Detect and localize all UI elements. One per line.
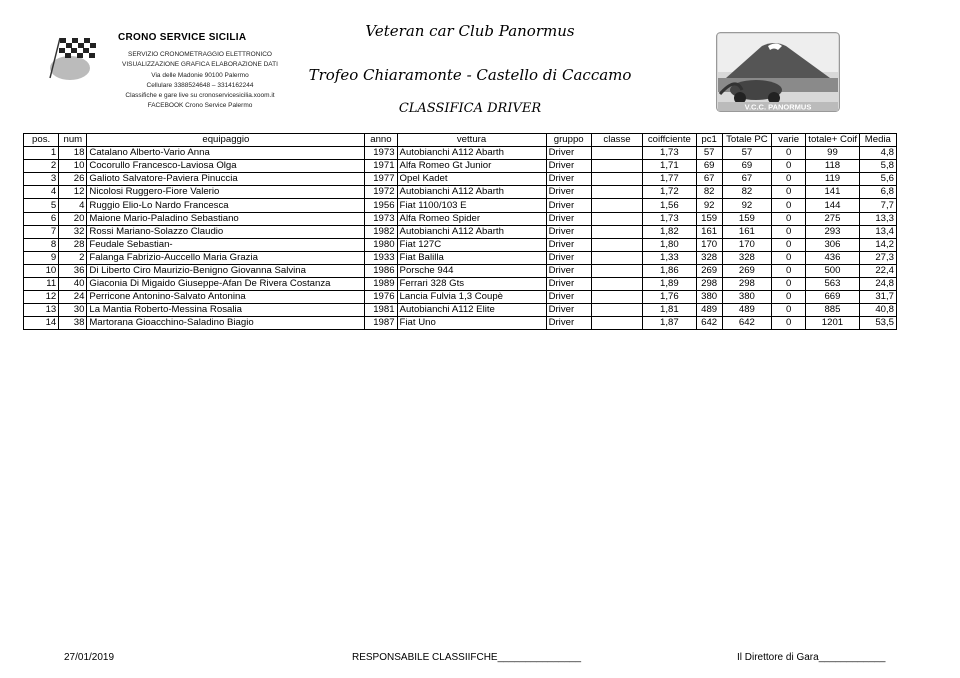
vcc-panormus-logo <box>716 32 840 112</box>
cell-coefficiente: 1,82 <box>643 225 696 238</box>
cell-varie: 0 <box>772 212 806 225</box>
table-row <box>24 251 897 264</box>
cell-media: 13,4 <box>859 225 896 238</box>
cell-totale-pc: 642 <box>722 317 771 330</box>
cell-gruppo: Driver <box>546 238 591 251</box>
cell-media: 22,4 <box>859 264 896 277</box>
cell-num: 32 <box>59 225 87 238</box>
cell-totale-coif: 144 <box>806 199 859 212</box>
cell-num: 4 <box>59 199 87 212</box>
cell-num: 40 <box>59 278 87 291</box>
cell-totale-pc: 380 <box>722 291 771 304</box>
cell-gruppo: Driver <box>546 173 591 186</box>
cell-classe <box>591 238 642 251</box>
cell-coefficiente: 1,86 <box>643 264 696 277</box>
cell-pos: 3 <box>24 173 59 186</box>
table-row <box>24 225 897 238</box>
cell-equipaggio: La Mantia Roberto-Messina Rosalia <box>87 304 365 317</box>
cell-varie: 0 <box>772 317 806 330</box>
cell-media: 6,8 <box>859 186 896 199</box>
org-line: Classifiche e gare live su cronoservicesicilia.xoom.it <box>125 92 275 100</box>
cell-pc1: 170 <box>696 238 722 251</box>
col-header-pc1: pc1 <box>696 134 722 147</box>
col-header-classe: classe <box>591 134 642 147</box>
col-header-totale-pc: Totale PC <box>722 134 771 147</box>
cell-num: 36 <box>59 264 87 277</box>
cell-num: 2 <box>59 251 87 264</box>
event-subtitle: Trofeo Chiaramonte - Castello di Caccamo <box>308 66 632 84</box>
cell-anno: 1982 <box>365 225 397 238</box>
cell-totale-pc: 161 <box>722 225 771 238</box>
col-header-equipaggio: equipaggio <box>87 134 365 147</box>
cell-equipaggio: Giaconia Di Migaido Giuseppe-Afan De Rivera Costanza <box>87 278 365 291</box>
cell-pos: 10 <box>24 264 59 277</box>
cell-coefficiente: 1,56 <box>643 199 696 212</box>
table-row <box>24 278 897 291</box>
cell-pos: 14 <box>24 317 59 330</box>
footer-director: Il Direttore di Gara____________ <box>737 652 886 663</box>
cell-pc1: 69 <box>696 160 722 173</box>
cell-varie: 0 <box>772 147 806 160</box>
cell-num: 10 <box>59 160 87 173</box>
cell-totale-pc: 92 <box>722 199 771 212</box>
cell-classe <box>591 278 642 291</box>
cell-pc1: 92 <box>696 199 722 212</box>
cell-equipaggio: Feudale Sebastian- <box>87 238 365 251</box>
cell-classe <box>591 304 642 317</box>
cell-num: 18 <box>59 147 87 160</box>
cell-varie: 0 <box>772 160 806 173</box>
cell-pos: 9 <box>24 251 59 264</box>
cell-totale-pc: 269 <box>722 264 771 277</box>
col-header-gruppo: gruppo <box>546 134 591 147</box>
cell-pos: 12 <box>24 291 59 304</box>
cell-media: 14,2 <box>859 238 896 251</box>
cell-varie: 0 <box>772 278 806 291</box>
cell-classe <box>591 291 642 304</box>
cell-gruppo: Driver <box>546 304 591 317</box>
cell-totale-coif: 500 <box>806 264 859 277</box>
cell-num: 28 <box>59 238 87 251</box>
cell-coefficiente: 1,73 <box>643 147 696 160</box>
cell-pos: 4 <box>24 186 59 199</box>
cell-vettura: Fiat Balilla <box>397 251 546 264</box>
cell-totale-coif: 119 <box>806 173 859 186</box>
cell-anno: 1973 <box>365 147 397 160</box>
cell-varie: 0 <box>772 225 806 238</box>
cell-varie: 0 <box>772 304 806 317</box>
cell-anno: 1933 <box>365 251 397 264</box>
cell-vettura: Lancia Fulvia 1,3 Coupè <box>397 291 546 304</box>
table-row <box>24 291 897 304</box>
classification-title: CLASSIFICA DRIVER <box>398 101 542 116</box>
cell-pos: 7 <box>24 225 59 238</box>
cell-media: 13,3 <box>859 212 896 225</box>
cell-varie: 0 <box>772 238 806 251</box>
org-line: Cellulare 3388524648 – 3314162244 <box>146 81 254 89</box>
cell-pc1: 67 <box>696 173 722 186</box>
cell-anno: 1981 <box>365 304 397 317</box>
cell-varie: 0 <box>772 251 806 264</box>
cell-pos: 8 <box>24 238 59 251</box>
results-table <box>23 133 897 330</box>
col-header-media: Media <box>859 134 896 147</box>
cell-vettura: Fiat 127C <box>397 238 546 251</box>
table-row <box>24 212 897 225</box>
cell-gruppo: Driver <box>546 147 591 160</box>
cell-totale-pc: 298 <box>722 278 771 291</box>
cell-totale-pc: 489 <box>722 304 771 317</box>
cell-totale-coif: 118 <box>806 160 859 173</box>
cell-equipaggio: Catalano Alberto-Vario Anna <box>87 147 365 160</box>
cell-equipaggio: Maione Mario-Paladino Sebastiano <box>87 212 365 225</box>
cell-gruppo: Driver <box>546 186 591 199</box>
cell-coefficiente: 1,89 <box>643 278 696 291</box>
cell-num: 26 <box>59 173 87 186</box>
cell-media: 7,7 <box>859 199 896 212</box>
cell-vettura: Alfa Romeo Gt Junior <box>397 160 546 173</box>
cell-totale-pc: 67 <box>722 173 771 186</box>
org-line: Via delle Madonie 90100 Palermo <box>151 71 249 79</box>
cell-classe <box>591 147 642 160</box>
table-row <box>24 160 897 173</box>
cell-vettura: Opel Kadet <box>397 173 546 186</box>
cell-vettura: Alfa Romeo Spider <box>397 212 546 225</box>
cell-classe <box>591 160 642 173</box>
cell-varie: 0 <box>772 173 806 186</box>
cell-equipaggio: Falanga Fabrizio-Auccello Maria Grazia <box>87 251 365 264</box>
cell-totale-coif: 885 <box>806 304 859 317</box>
table-row <box>24 317 897 330</box>
cell-varie: 0 <box>772 264 806 277</box>
cell-totale-pc: 69 <box>722 160 771 173</box>
cell-vettura: Autobianchi A112 Abarth <box>397 225 546 238</box>
table-row <box>24 199 897 212</box>
col-header-pos: pos. <box>24 134 59 147</box>
cell-classe <box>591 317 642 330</box>
cell-vettura: Autobianchi A112 Elite <box>397 304 546 317</box>
cell-vettura: Fiat 1100/103 E <box>397 199 546 212</box>
cell-classe <box>591 212 642 225</box>
cell-gruppo: Driver <box>546 199 591 212</box>
cell-equipaggio: Rossi Mariano-Solazzo Claudio <box>87 225 365 238</box>
cell-pc1: 161 <box>696 225 722 238</box>
cell-totale-coif: 275 <box>806 212 859 225</box>
cell-media: 40,8 <box>859 304 896 317</box>
cell-gruppo: Driver <box>546 317 591 330</box>
cell-coefficiente: 1,76 <box>643 291 696 304</box>
club-logo-text: V.C.C. PANORMUS <box>744 102 812 112</box>
cell-classe <box>591 199 642 212</box>
cell-media: 24,8 <box>859 278 896 291</box>
cell-totale-pc: 82 <box>722 186 771 199</box>
cell-anno: 1973 <box>365 212 397 225</box>
org-line: FACEBOOK Crono Service Palermo <box>147 102 253 110</box>
cell-num: 20 <box>59 212 87 225</box>
cell-coefficiente: 1,87 <box>643 317 696 330</box>
table-row <box>24 264 897 277</box>
cell-equipaggio: Galioto Salvatore-Paviera Pinuccia <box>87 173 365 186</box>
cell-pc1: 269 <box>696 264 722 277</box>
cell-media: 5,6 <box>859 173 896 186</box>
cell-equipaggio: Di Liberto Ciro Maurizio-Benigno Giovanna Salvina <box>87 264 365 277</box>
cell-num: 12 <box>59 186 87 199</box>
cell-coefficiente: 1,73 <box>643 212 696 225</box>
cell-anno: 1989 <box>365 278 397 291</box>
cell-totale-pc: 57 <box>722 147 771 160</box>
cell-varie: 0 <box>772 186 806 199</box>
cell-media: 27,3 <box>859 251 896 264</box>
cell-anno: 1956 <box>365 199 397 212</box>
cell-classe <box>591 264 642 277</box>
cell-totale-coif: 436 <box>806 251 859 264</box>
table-row <box>24 238 897 251</box>
cell-totale-coif: 293 <box>806 225 859 238</box>
col-header-varie: varie <box>772 134 806 147</box>
org-line: SERVIZIO CRONOMETRAGGIO ELETTRONICO <box>128 51 272 58</box>
cell-pos: 1 <box>24 147 59 160</box>
cell-totale-coif: 669 <box>806 291 859 304</box>
cell-anno: 1972 <box>365 186 397 199</box>
cell-pos: 13 <box>24 304 59 317</box>
table-header-row <box>24 134 897 147</box>
cell-classe <box>591 225 642 238</box>
cell-media: 53,5 <box>859 317 896 330</box>
cell-media: 5,8 <box>859 160 896 173</box>
cell-gruppo: Driver <box>546 160 591 173</box>
org-line: VISUALIZZAZIONE GRAFICA ELABORAZIONE DATI <box>122 61 278 69</box>
cell-pc1: 380 <box>696 291 722 304</box>
cell-classe <box>591 173 642 186</box>
cell-equipaggio: Cocorullo Francesco-Laviosa Olga <box>87 160 365 173</box>
table-row <box>24 147 897 160</box>
cell-vettura: Ferrari 328 Gts <box>397 278 546 291</box>
cell-pos: 5 <box>24 199 59 212</box>
cell-vettura: Autobianchi A112 Abarth <box>397 186 546 199</box>
cell-vettura: Porsche 944 <box>397 264 546 277</box>
event-title: Veteran car Club Panormus <box>365 22 575 40</box>
col-header-anno: anno <box>365 134 397 147</box>
cell-pos: 11 <box>24 278 59 291</box>
cell-equipaggio: Perricone Antonino-Salvato Antonina <box>87 291 365 304</box>
cell-varie: 0 <box>772 291 806 304</box>
cell-totale-coif: 141 <box>806 186 859 199</box>
cell-coefficiente: 1,71 <box>643 160 696 173</box>
cell-equipaggio: Nicolosi Ruggero-Fiore Valerio <box>87 186 365 199</box>
cell-coefficiente: 1,81 <box>643 304 696 317</box>
col-header-vettura: vettura <box>397 134 546 147</box>
cell-classe <box>591 251 642 264</box>
cell-num: 38 <box>59 317 87 330</box>
cell-gruppo: Driver <box>546 278 591 291</box>
cell-coefficiente: 1,77 <box>643 173 696 186</box>
cell-pc1: 328 <box>696 251 722 264</box>
cell-anno: 1987 <box>365 317 397 330</box>
cell-coefficiente: 1,72 <box>643 186 696 199</box>
cell-coefficiente: 1,80 <box>643 238 696 251</box>
cell-pc1: 159 <box>696 212 722 225</box>
cell-totale-coif: 563 <box>806 278 859 291</box>
cell-totale-pc: 170 <box>722 238 771 251</box>
cell-vettura: Autobianchi A112 Abarth <box>397 147 546 160</box>
col-header-num: num <box>59 134 87 147</box>
cell-anno: 1977 <box>365 173 397 186</box>
cell-media: 4,8 <box>859 147 896 160</box>
cell-anno: 1986 <box>365 264 397 277</box>
table-row <box>24 186 897 199</box>
cell-pos: 6 <box>24 212 59 225</box>
cell-pc1: 82 <box>696 186 722 199</box>
cell-gruppo: Driver <box>546 264 591 277</box>
cell-totale-pc: 159 <box>722 212 771 225</box>
cell-totale-coif: 1201 <box>806 317 859 330</box>
cell-totale-pc: 328 <box>722 251 771 264</box>
footer-responsible: RESPONSABILE CLASSIIFCHE_______________ <box>352 652 582 663</box>
cell-gruppo: Driver <box>546 251 591 264</box>
cell-pos: 2 <box>24 160 59 173</box>
results-body <box>24 147 897 330</box>
org-name: CRONO SERVICE SICILIA <box>118 32 247 43</box>
footer-date: 27/01/2019 <box>64 652 115 663</box>
cell-coefficiente: 1,33 <box>643 251 696 264</box>
cell-gruppo: Driver <box>546 291 591 304</box>
cell-num: 24 <box>59 291 87 304</box>
cell-totale-coif: 99 <box>806 147 859 160</box>
cell-anno: 1976 <box>365 291 397 304</box>
col-header-coefficiente: coiffciente <box>643 134 696 147</box>
cell-pc1: 642 <box>696 317 722 330</box>
cell-totale-coif: 306 <box>806 238 859 251</box>
table-row <box>24 173 897 186</box>
cell-anno: 1980 <box>365 238 397 251</box>
cell-pc1: 57 <box>696 147 722 160</box>
cell-media: 31,7 <box>859 291 896 304</box>
cell-gruppo: Driver <box>546 212 591 225</box>
cell-pc1: 489 <box>696 304 722 317</box>
cell-gruppo: Driver <box>546 225 591 238</box>
cell-equipaggio: Martorana Gioacchino-Saladino Biagio <box>87 317 365 330</box>
cell-equipaggio: Ruggio Elio-Lo Nardo Francesca <box>87 199 365 212</box>
col-header-totale-coif: totale+ Coif <box>806 134 859 147</box>
cell-num: 30 <box>59 304 87 317</box>
cell-pc1: 298 <box>696 278 722 291</box>
cell-vettura: Fiat Uno <box>397 317 546 330</box>
cell-anno: 1971 <box>365 160 397 173</box>
table-row <box>24 304 897 317</box>
cell-classe <box>591 186 642 199</box>
cell-varie: 0 <box>772 199 806 212</box>
